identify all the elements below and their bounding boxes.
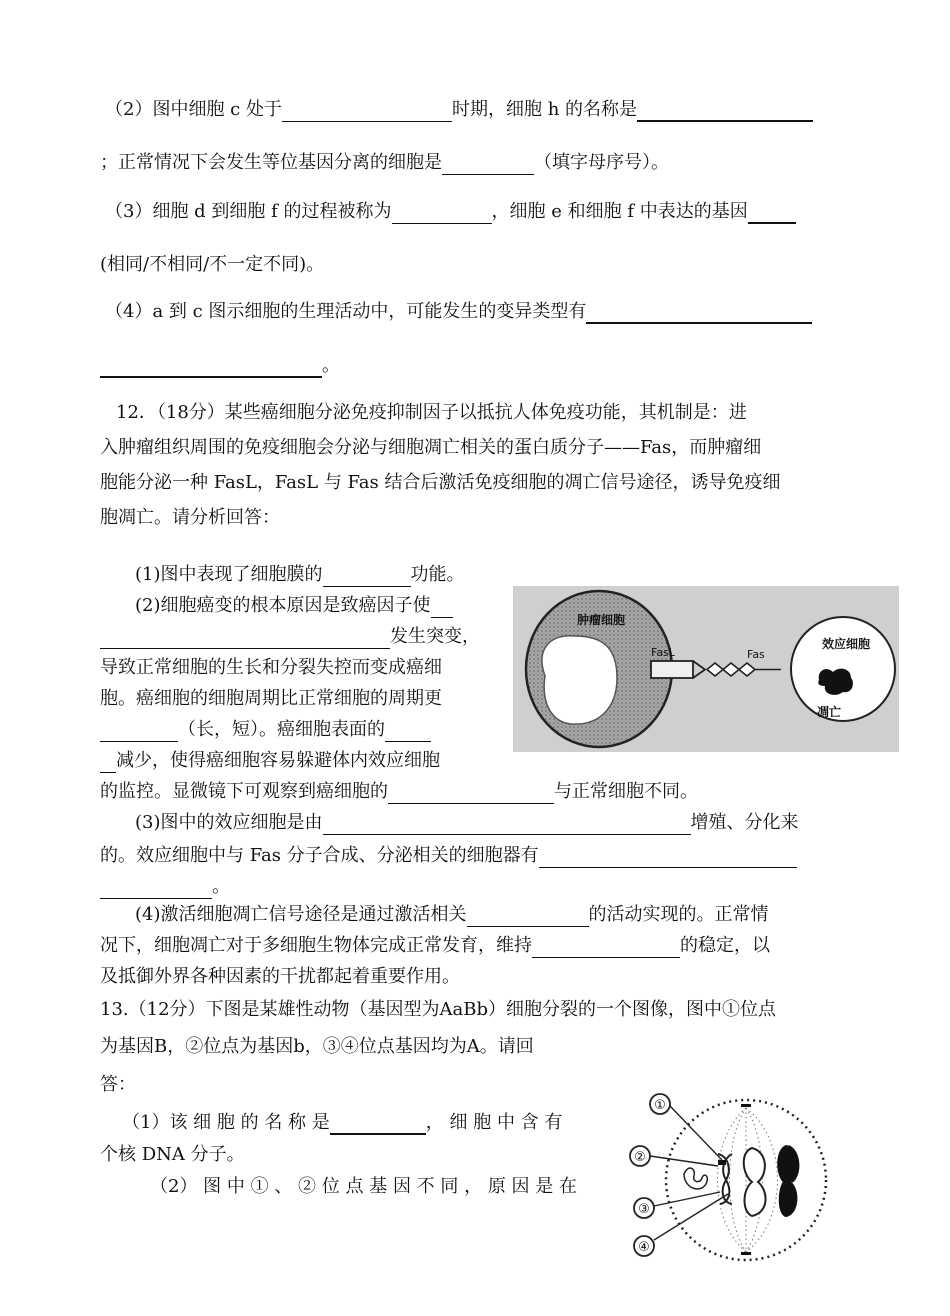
q12-s2-blank-2[interactable] (100, 721, 178, 742)
q12-sub3-line3 (100, 875, 230, 899)
q13-intro-line1: 13.（12分）下图是某雄性动物（基因型为AaBb）细胞分裂的一个图像，图中①位点 (100, 999, 777, 1020)
large-chromosome-filled-icon (778, 1146, 798, 1216)
apoptosis-label: 凋亡 (816, 705, 842, 719)
marker-4-pointer (654, 1194, 728, 1240)
tumor-cell-label: 肿瘤细胞 (576, 613, 626, 627)
q12-s2-text-a: (2)细胞癌变的根本原因是致癌因子使 (135, 595, 431, 616)
q11-part3-line1 (105, 200, 796, 224)
q12-sub2-line1 (135, 594, 453, 618)
q12-s4-text-b: 的活动实现的。正常情 (588, 904, 769, 925)
q12-s2-text-b: 发生突变， (390, 626, 480, 647)
q12-s3-text-b: 增殖、分化来 (690, 812, 799, 833)
tumor-effector-figure (513, 586, 899, 752)
fasl-receptor-icon (651, 661, 693, 678)
q11-p4-blank-2[interactable] (100, 356, 322, 378)
q13-intro-line2: 为基因B，②位点为基因b，③④位点基因均为A。请回 (100, 1036, 534, 1057)
q12-s2-text-h: 与正常细胞不同。 (554, 781, 698, 802)
q12-intro-line4: 胞凋亡。请分析回答： (100, 507, 280, 528)
q12-s2-blank-3b[interactable] (100, 752, 116, 773)
q11-p3-text-a: （3）细胞 d 到细胞 f 的过程被称为 (105, 201, 392, 222)
q12-s2-blank-1a[interactable] (431, 597, 453, 618)
q13-s1-text-b: ， 细 胞 中 含 有 (425, 1112, 563, 1133)
q13-s1-text-a: （1）该 细 胞 的 名 称 是 (122, 1112, 330, 1133)
q11-p4-end: 。 (322, 355, 340, 376)
q11-p2-text-c: ；正常情况下会发生等位基因分离的细胞是 (100, 152, 442, 173)
q11-part4-line2 (100, 354, 340, 378)
q11-part2-line1 (105, 98, 813, 122)
q11-p3-text-b: ，细胞 e 和细胞 f 中表达的基因 (491, 201, 748, 222)
q12-sub3-line2 (100, 844, 797, 868)
q12-sub1 (135, 563, 465, 587)
marker-2-label: ② (634, 1150, 646, 1165)
q12-sub2-line5 (100, 718, 431, 742)
q11-p3-text-c: (相同/不相同/不一定不同)。 (100, 254, 325, 275)
q12-sub2-line6 (100, 749, 440, 773)
q12-intro-line2: 入肿瘤组织周围的免疫细胞会分泌与细胞凋亡相关的蛋白质分子——Fas，而肿瘤细 (100, 437, 762, 458)
q13-s1-blank[interactable] (330, 1113, 426, 1135)
q13-intro-line3: 答： (100, 1074, 136, 1095)
q13-sub1-line2: 个核 DNA 分子。 (100, 1144, 245, 1165)
q11-p4-blank-1[interactable] (586, 302, 812, 324)
q12-s3-blank-2b[interactable] (100, 878, 212, 899)
q12-s4-text-c: 况下，细胞凋亡对于多细胞生物体完成正常发育，维持 (100, 935, 532, 956)
q12-sub4-line3: 及抵御外界各种因素的干扰都起着重要作用。 (100, 966, 460, 987)
q12-s2-blank-1b[interactable] (100, 628, 390, 649)
q12-s1-text-a: (1)图中表现了细胞膜的 (135, 564, 323, 585)
q11-p2-blank-1[interactable] (282, 101, 452, 122)
q12-s3-end: 。 (212, 876, 230, 897)
q11-p4-text-a: （4）a 到 c 图示细胞的生理活动中，可能发生的变异类型有 (105, 301, 587, 322)
marker-1-pointer (670, 1106, 722, 1160)
q11-p2-text-b: 时期，细胞 h 的名称是 (451, 99, 638, 120)
q12-s3-text-a: (3)图中的效应细胞是由 (135, 812, 323, 833)
q12-sub2-line4: 胞。癌细胞的细胞周期比正常细胞的周期更 (100, 688, 442, 709)
effector-cell-label: 效应细胞 (821, 637, 871, 651)
q12-sub3-line1 (135, 811, 799, 835)
q12-s3-text-c: 的。效应细胞中与 Fas 分子合成、分泌相关的细胞器有 (100, 845, 539, 866)
q13-sub1-line1 (122, 1111, 562, 1135)
q12-s2-blank-3a[interactable] (385, 721, 431, 742)
q11-p2-blank-2[interactable] (637, 100, 813, 122)
q12-s4-text-a: (4)激活细胞凋亡信号途径是通过激活相关 (135, 904, 467, 925)
q11-p2-text-a: （2）图中细胞 c 处于 (105, 99, 282, 120)
marker-1-label: ① (654, 1098, 666, 1113)
cell-division-figure (628, 1090, 836, 1270)
q12-sub2-line3: 导致正常细胞的生长和分裂失控而变成癌细 (100, 657, 442, 678)
q12-intro-line1: 12．（18分）某些癌细胞分泌免疫抑制因子以抵抗人体免疫功能，其机制是：进 (116, 402, 747, 423)
q12-s4-text-d: 的稳定，以 (680, 935, 770, 956)
q12-s1-blank[interactable] (323, 566, 411, 587)
q12-s4-blank-2[interactable] (532, 937, 680, 958)
q12-s2-blank-4[interactable] (388, 783, 554, 804)
q11-p3-blank-2[interactable] (748, 202, 796, 224)
q12-sub2-line2 (100, 625, 480, 649)
centriole-bottom-icon (741, 1252, 751, 1255)
marker-4-label: ④ (638, 1240, 650, 1255)
q12-sub4-line2 (100, 934, 770, 958)
q12-sub2-line7 (100, 780, 698, 804)
q12-s1-text-b: 功能。 (410, 564, 465, 585)
q11-part4-line1 (105, 300, 812, 324)
marker-3-pointer (654, 1192, 720, 1206)
locus-b-mark-icon (718, 1160, 726, 1165)
q12-s4-blank-1[interactable] (467, 906, 589, 927)
fasl-label: FasL (651, 646, 675, 659)
q12-s2-text-g: 的监控。显微镜下可观察到癌细胞的 (100, 781, 388, 802)
fas-label: Fas (747, 648, 765, 661)
q12-sub4-line1 (135, 903, 769, 927)
q11-p3-blank-1[interactable] (392, 203, 492, 224)
marker-2-pointer (650, 1156, 718, 1166)
q12-s2-text-e: （长，短）。癌细胞表面的 (178, 719, 385, 740)
q12-s2-text-f: 减少，使得癌细胞容易躲避体内效应细胞 (116, 750, 440, 771)
marker-3-label: ③ (638, 1202, 650, 1217)
small-chromosome-icon (684, 1168, 707, 1189)
q11-p2-blank-3[interactable] (442, 154, 534, 175)
q11-part2-line2 (100, 151, 669, 175)
q13-sub2-line1: （2） 图 中 ① 、 ② 位 点 基 因 不 同 ， 原 因 是 在 (150, 1176, 577, 1197)
q11-p2-text-d: （填字母序号）。 (534, 152, 669, 173)
centriole-top-icon (741, 1104, 751, 1107)
q12-s3-blank-2a[interactable] (539, 847, 797, 868)
q12-intro-line3: 胞能分泌一种 FasL，FasL 与 Fas 结合后激活免疫细胞的凋亡信号途径，诱导免疫细 (100, 472, 781, 493)
q12-s3-blank-1[interactable] (323, 814, 691, 835)
tumor-nucleus-icon (542, 636, 617, 724)
q11-part3-line2 (100, 253, 324, 277)
